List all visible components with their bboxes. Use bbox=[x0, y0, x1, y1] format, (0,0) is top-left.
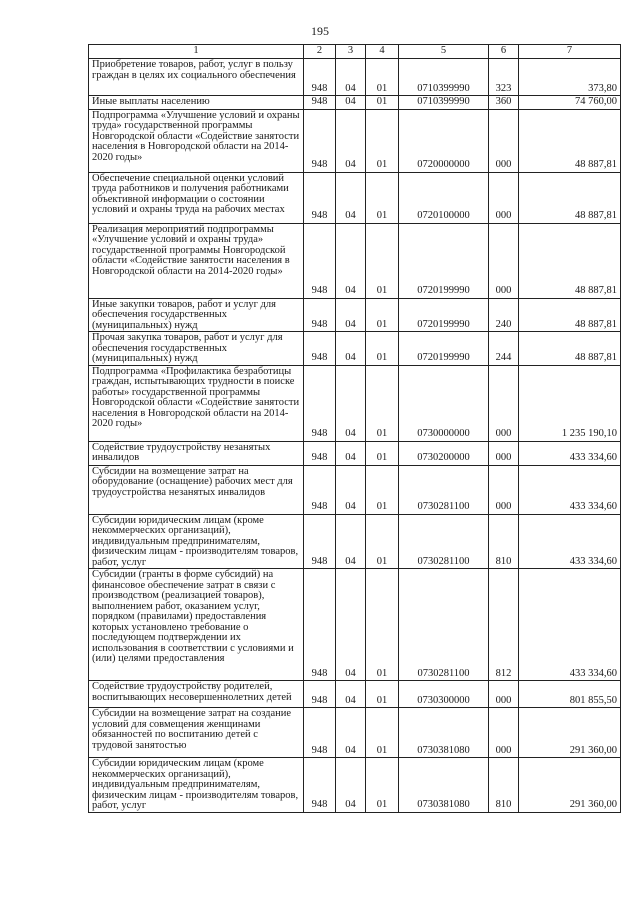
code-cell: 948 bbox=[304, 514, 336, 569]
table-row bbox=[89, 681, 621, 708]
row-name-cell: Субсидии юридическим лицам (кроме некоммерческих организаций), индивидуальным предпринимателям, физическим лицам - производителям товаров, работ, услуг bbox=[89, 758, 304, 813]
table-row bbox=[89, 109, 621, 172]
amount-cell: 801 855,50 bbox=[519, 681, 621, 708]
code-cell: 948 bbox=[304, 708, 336, 758]
expense-type-cell: 812 bbox=[489, 569, 519, 681]
section-cell: 04 bbox=[336, 96, 366, 110]
target-article-cell: 0710399990 bbox=[399, 96, 489, 110]
section-cell: 04 bbox=[336, 465, 366, 514]
code-cell: 948 bbox=[304, 681, 336, 708]
table-row bbox=[89, 59, 621, 96]
table-row bbox=[89, 172, 621, 223]
amount-cell: 291 360,00 bbox=[519, 758, 621, 813]
row-name-cell: Субсидии на возмещение затрат на оборудование (оснащение) рабочих мест для трудоустройства незанятых инвалидов bbox=[89, 465, 304, 514]
amount-cell: 48 887,81 bbox=[519, 223, 621, 298]
code-cell: 948 bbox=[304, 441, 336, 465]
row-name-cell: Субсидии на возмещение затрат на создание условий для совмещения женщинами обязанностей по воспитанию детей с трудовой занятостью bbox=[89, 708, 304, 758]
table-row bbox=[89, 708, 621, 758]
target-article-cell: 0720199990 bbox=[399, 332, 489, 366]
target-article-cell: 0720199990 bbox=[399, 223, 489, 298]
subsection-cell: 01 bbox=[366, 109, 399, 172]
row-name-cell: Приобретение товаров, работ, услуг в пользу граждан в целях их социального обеспечения bbox=[89, 59, 304, 96]
code-cell: 948 bbox=[304, 332, 336, 366]
amount-cell: 433 334,60 bbox=[519, 514, 621, 569]
expense-type-cell: 360 bbox=[489, 96, 519, 110]
table-row bbox=[89, 96, 621, 110]
row-name-cell: Прочая закупка товаров, работ и услуг для обеспечения государственных (муниципальных) нужд bbox=[89, 332, 304, 366]
expense-type-cell: 000 bbox=[489, 681, 519, 708]
table-row bbox=[89, 569, 621, 681]
page-number: 195 bbox=[311, 24, 329, 38]
code-cell: 948 bbox=[304, 96, 336, 110]
expense-type-cell: 000 bbox=[489, 365, 519, 441]
row-name-cell: Реализация мероприятий подпрограммы «Улучшение условий и охраны труда» государственной программы Новгородской области «Содействие занятости населения в Новгородской области на 2014-2020 годы» bbox=[89, 223, 304, 298]
code-cell: 948 bbox=[304, 59, 336, 96]
subsection-cell: 01 bbox=[366, 332, 399, 366]
target-article-cell: 0720199990 bbox=[399, 298, 489, 332]
amount-cell: 433 334,60 bbox=[519, 569, 621, 681]
target-article-cell: 0730281100 bbox=[399, 514, 489, 569]
expense-type-cell: 810 bbox=[489, 514, 519, 569]
code-cell: 948 bbox=[304, 365, 336, 441]
expense-type-cell: 810 bbox=[489, 758, 519, 813]
expense-type-cell: 323 bbox=[489, 59, 519, 96]
expense-type-cell: 240 bbox=[489, 298, 519, 332]
section-cell: 04 bbox=[336, 569, 366, 681]
table-row bbox=[89, 223, 621, 298]
column-header: 4 bbox=[366, 45, 399, 59]
section-cell: 04 bbox=[336, 441, 366, 465]
code-cell: 948 bbox=[304, 569, 336, 681]
expense-type-cell: 000 bbox=[489, 172, 519, 223]
code-cell: 948 bbox=[304, 298, 336, 332]
row-name-cell: Субсидии (гранты в форме субсидий) на финансовое обеспечение затрат в связи с производством (реализацией товаров), выполнением работ, оказанием услуг, порядком (правилами) предоставления которых установлено требование о последующем подтверждении их использования в соответствии с условиями и (или) целями предоставления bbox=[89, 569, 304, 681]
subsection-cell: 01 bbox=[366, 172, 399, 223]
section-cell: 04 bbox=[336, 681, 366, 708]
amount-cell: 74 760,00 bbox=[519, 96, 621, 110]
column-header: 5 bbox=[399, 45, 489, 59]
target-article-cell: 0730381080 bbox=[399, 758, 489, 813]
target-article-cell: 0730300000 bbox=[399, 681, 489, 708]
expense-type-cell: 000 bbox=[489, 708, 519, 758]
row-name-cell: Субсидии юридическим лицам (кроме некоммерческих организаций), индивидуальным предпринимателям, физическим лицам - производителям товаров, работ, услуг bbox=[89, 514, 304, 569]
column-header: 2 bbox=[304, 45, 336, 59]
budget-table bbox=[88, 44, 621, 813]
table-row bbox=[89, 441, 621, 465]
column-header: 3 bbox=[336, 45, 366, 59]
table-row bbox=[89, 465, 621, 514]
section-cell: 04 bbox=[336, 59, 366, 96]
section-cell: 04 bbox=[336, 172, 366, 223]
row-name-cell: Подпрограмма «Улучшение условий и охраны труда» государственной программы Новгородской области «Содействие занятости населения в Новгородской области на 2014-2020 годы» bbox=[89, 109, 304, 172]
section-cell: 04 bbox=[336, 223, 366, 298]
code-cell: 948 bbox=[304, 223, 336, 298]
subsection-cell: 01 bbox=[366, 708, 399, 758]
section-cell: 04 bbox=[336, 758, 366, 813]
table-row bbox=[89, 514, 621, 569]
table-row bbox=[89, 758, 621, 813]
expense-type-cell: 000 bbox=[489, 465, 519, 514]
table-row bbox=[89, 365, 621, 441]
section-cell: 04 bbox=[336, 109, 366, 172]
table-row bbox=[89, 298, 621, 332]
target-article-cell: 0720100000 bbox=[399, 172, 489, 223]
subsection-cell: 01 bbox=[366, 758, 399, 813]
row-name-cell: Содействие трудоустройству незанятых инвалидов bbox=[89, 441, 304, 465]
row-name-cell: Обеспечение специальной оценки условий труда работников и получения работниками объективной информации о состоянии условий и охраны труда на рабочих местах bbox=[89, 172, 304, 223]
subsection-cell: 01 bbox=[366, 223, 399, 298]
subsection-cell: 01 bbox=[366, 298, 399, 332]
subsection-cell: 01 bbox=[366, 681, 399, 708]
subsection-cell: 01 bbox=[366, 465, 399, 514]
section-cell: 04 bbox=[336, 332, 366, 366]
code-cell: 948 bbox=[304, 465, 336, 514]
expense-type-cell: 244 bbox=[489, 332, 519, 366]
target-article-cell: 0730381080 bbox=[399, 708, 489, 758]
expense-type-cell: 000 bbox=[489, 109, 519, 172]
row-name-cell: Содействие трудоустройству родителей, воспитывающих несовершеннолетних детей bbox=[89, 681, 304, 708]
expense-type-cell: 000 bbox=[489, 223, 519, 298]
target-article-cell: 0730200000 bbox=[399, 441, 489, 465]
table-row bbox=[89, 332, 621, 366]
code-cell: 948 bbox=[304, 109, 336, 172]
section-cell: 04 bbox=[336, 365, 366, 441]
column-header: 1 bbox=[89, 45, 304, 59]
amount-cell: 48 887,81 bbox=[519, 172, 621, 223]
section-cell: 04 bbox=[336, 514, 366, 569]
row-name-cell: Иные закупки товаров, работ и услуг для обеспечения государственных (муниципальных) нужд bbox=[89, 298, 304, 332]
row-name-cell: Подпрограмма «Профилактика безработицы граждан, испытывающих трудности в поиске работы» государственной программы Новгородской области «Содействие занятости населения в Новгородской области на 2014-2020 годы» bbox=[89, 365, 304, 441]
target-article-cell: 0710399990 bbox=[399, 59, 489, 96]
amount-cell: 48 887,81 bbox=[519, 332, 621, 366]
subsection-cell: 01 bbox=[366, 569, 399, 681]
row-name-cell: Иные выплаты населению bbox=[89, 96, 304, 110]
section-cell: 04 bbox=[336, 708, 366, 758]
target-article-cell: 0720000000 bbox=[399, 109, 489, 172]
code-cell: 948 bbox=[304, 172, 336, 223]
target-article-cell: 0730281100 bbox=[399, 465, 489, 514]
subsection-cell: 01 bbox=[366, 514, 399, 569]
amount-cell: 48 887,81 bbox=[519, 298, 621, 332]
target-article-cell: 0730000000 bbox=[399, 365, 489, 441]
subsection-cell: 01 bbox=[366, 365, 399, 441]
subsection-cell: 01 bbox=[366, 441, 399, 465]
amount-cell: 48 887,81 bbox=[519, 109, 621, 172]
target-article-cell: 0730281100 bbox=[399, 569, 489, 681]
column-header: 6 bbox=[489, 45, 519, 59]
code-cell: 948 bbox=[304, 758, 336, 813]
column-header: 7 bbox=[519, 45, 621, 59]
header-row bbox=[89, 45, 621, 59]
amount-cell: 373,80 bbox=[519, 59, 621, 96]
subsection-cell: 01 bbox=[366, 59, 399, 96]
amount-cell: 433 334,60 bbox=[519, 465, 621, 514]
section-cell: 04 bbox=[336, 298, 366, 332]
expense-type-cell: 000 bbox=[489, 441, 519, 465]
amount-cell: 433 334,60 bbox=[519, 441, 621, 465]
subsection-cell: 01 bbox=[366, 96, 399, 110]
amount-cell: 291 360,00 bbox=[519, 708, 621, 758]
amount-cell: 1 235 190,10 bbox=[519, 365, 621, 441]
